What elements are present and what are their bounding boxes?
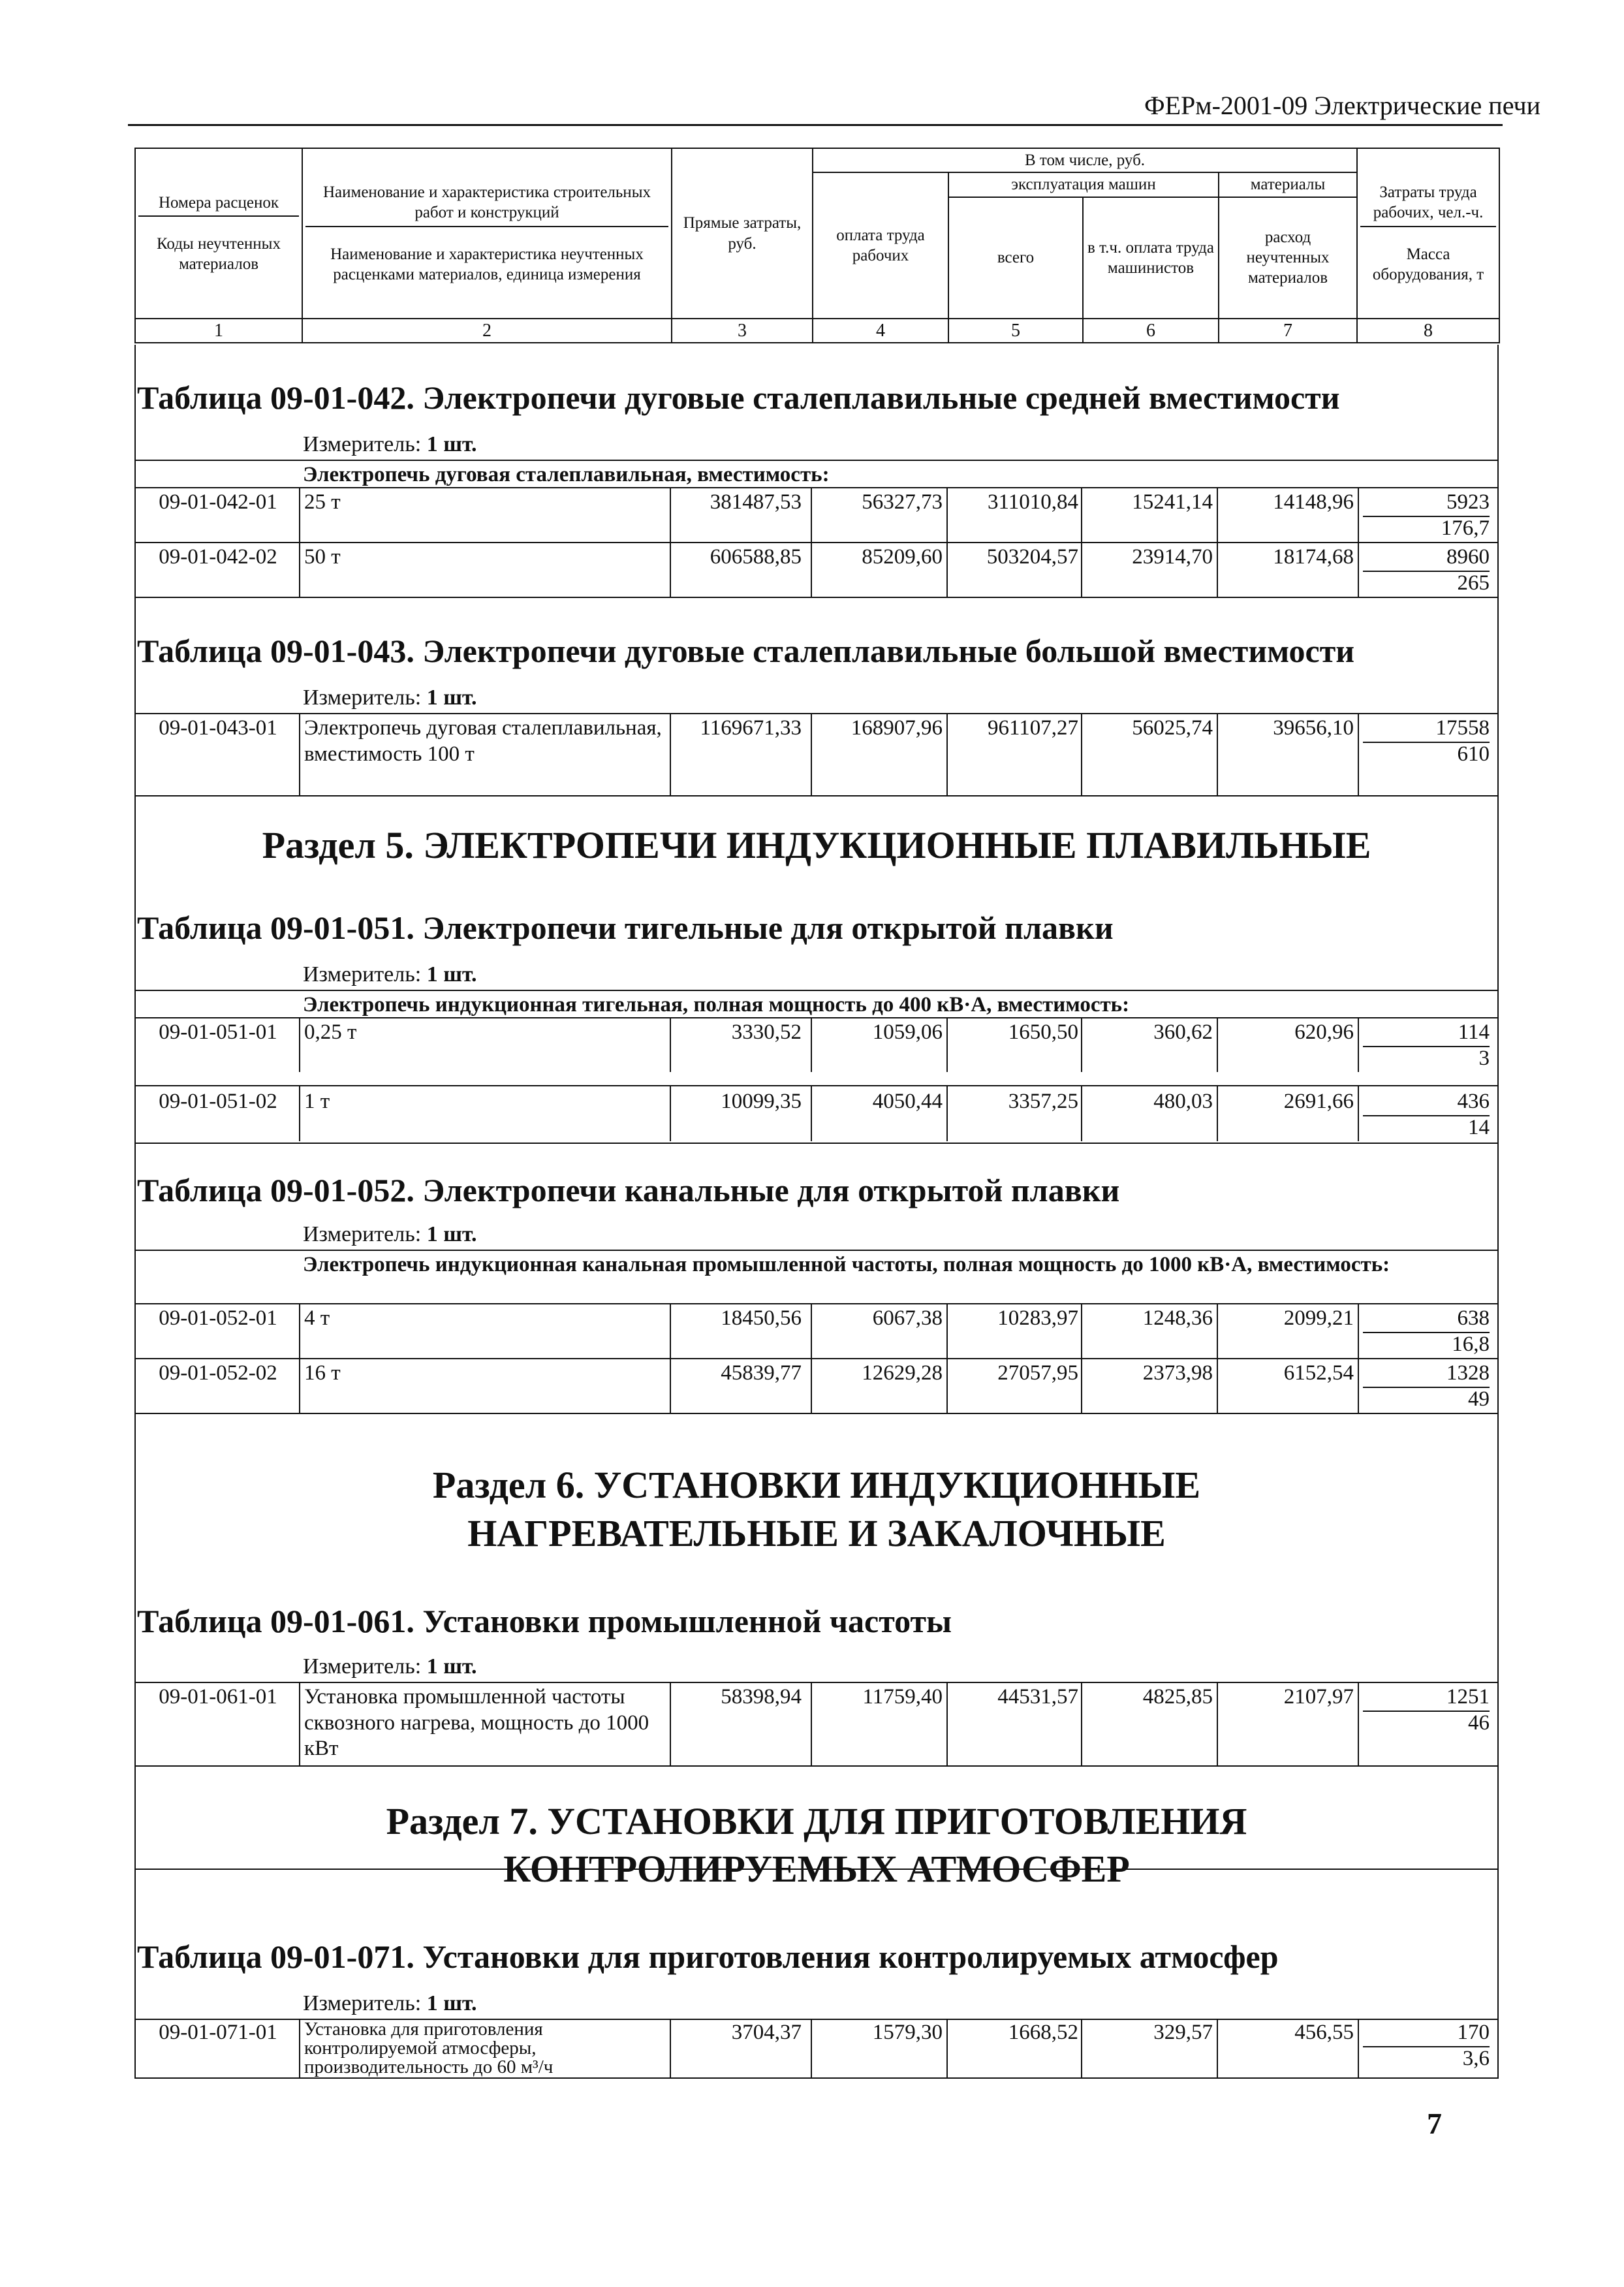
rate-code: 09-01-043-01 bbox=[159, 716, 277, 740]
machines-total: 961107,27 bbox=[987, 716, 1078, 740]
materials: 2107,97 bbox=[1283, 1685, 1354, 1709]
header-machines: эксплуатация машин bbox=[948, 172, 1219, 197]
equipment-mass: 3 bbox=[1478, 1047, 1490, 1070]
header-labor: Затраты труда рабочих, чел.-ч. bbox=[1360, 182, 1496, 227]
operator-pay: 480,03 bbox=[1153, 1090, 1213, 1113]
worker-pay: 6067,38 bbox=[872, 1306, 943, 1330]
col-number: 7 bbox=[1219, 319, 1357, 343]
rate-name: 50 т bbox=[304, 545, 341, 569]
rate-code: 09-01-052-01 bbox=[159, 1306, 277, 1330]
machines-total: 10283,97 bbox=[997, 1306, 1078, 1330]
operator-pay: 2373,98 bbox=[1142, 1361, 1213, 1385]
direct-costs: 10099,35 bbox=[721, 1090, 802, 1113]
table-body-bottom bbox=[134, 1870, 1499, 2079]
section-heading-7: Раздел 7. УСТАНОВКИ ДЛЯ ПРИГОТОВЛЕНИЯ КОНТРОЛИРУЕМЫХ АТМОСФЕР bbox=[386, 1800, 1247, 1890]
rate-name: 4 т bbox=[304, 1306, 330, 1330]
measure-071 bbox=[303, 1991, 477, 2016]
header-materials: материалы bbox=[1219, 172, 1357, 197]
header-operator-pay: в т.ч. оплата труда машинистов bbox=[1083, 197, 1219, 319]
header-codes-bottom: Коды неучтенных материалов bbox=[157, 234, 281, 274]
equipment-mass: 3,6 bbox=[1462, 2047, 1490, 2070]
measure-value: 1 шт. bbox=[426, 686, 477, 710]
header-name-top: Наименование и характеристика строительных работ и конструкций bbox=[305, 182, 668, 227]
materials: 2099,21 bbox=[1283, 1306, 1354, 1330]
machines-total: 1650,50 bbox=[1008, 1020, 1078, 1044]
direct-costs: 1169671,33 bbox=[700, 716, 802, 740]
materials: 620,96 bbox=[1294, 1020, 1354, 1044]
table-row bbox=[136, 713, 1497, 795]
machines-total: 1668,52 bbox=[1008, 2021, 1078, 2044]
direct-costs: 381487,53 bbox=[710, 490, 802, 514]
direct-costs: 45839,77 bbox=[721, 1361, 802, 1385]
table-title-042: Таблица 09-01-042. Электропечи дуговые сталеплавильные средней вместимости bbox=[137, 379, 1340, 416]
rate-name: 16 т bbox=[304, 1361, 341, 1385]
rate-name: Установка для приготовления контролируемой атмосферы, производительность до 60 м³/ч bbox=[304, 2019, 554, 2077]
measure-value: 1 шт. bbox=[426, 962, 477, 986]
col-number: 8 bbox=[1357, 319, 1499, 343]
col-number: 2 bbox=[302, 319, 672, 343]
running-title: ФЕРм-2001-09 Электрические печи bbox=[1144, 91, 1540, 120]
rule bbox=[136, 1250, 1497, 1251]
table-row bbox=[136, 1682, 1497, 1765]
direct-costs: 58398,94 bbox=[721, 1685, 802, 1709]
rule bbox=[136, 990, 1497, 991]
worker-pay: 4050,44 bbox=[872, 1090, 943, 1113]
table-title-043: Таблица 09-01-043. Электропечи дуговые сталеплавильные большой вместимости bbox=[137, 633, 1355, 669]
direct-costs: 18450,56 bbox=[721, 1306, 802, 1330]
operator-pay: 56025,74 bbox=[1132, 716, 1213, 740]
measure-label: Измеритель: bbox=[303, 1222, 422, 1246]
measure-label: Измеритель: bbox=[303, 432, 422, 456]
worker-pay: 11759,40 bbox=[862, 1685, 943, 1709]
labor-hours: 5923 bbox=[1363, 490, 1490, 517]
col-number: 1 bbox=[135, 319, 302, 343]
rule bbox=[136, 597, 1497, 598]
table-row bbox=[136, 487, 1497, 542]
rate-code: 09-01-052-02 bbox=[159, 1361, 277, 1385]
machines-total: 3357,25 bbox=[1008, 1090, 1078, 1113]
rate-code: 09-01-042-02 bbox=[159, 545, 277, 569]
measure-label: Измеритель: bbox=[303, 1654, 422, 1679]
direct-costs: 606588,85 bbox=[710, 545, 802, 569]
header-rule bbox=[128, 124, 1503, 126]
worker-pay: 1579,30 bbox=[872, 2021, 943, 2044]
measure-042 bbox=[303, 432, 477, 457]
table-row bbox=[136, 542, 1497, 597]
measure-043 bbox=[303, 686, 477, 710]
measure-061 bbox=[303, 1654, 477, 1679]
measure-value: 1 шт. bbox=[426, 1654, 477, 1679]
materials: 14148,96 bbox=[1273, 490, 1354, 514]
rule bbox=[136, 795, 1497, 797]
header-machines-total: всего bbox=[948, 197, 1083, 319]
header-unaccounted-materials: расход неучтенных материалов bbox=[1219, 197, 1357, 319]
labor-hours: 170 bbox=[1363, 2020, 1490, 2047]
materials: 456,55 bbox=[1294, 2021, 1354, 2044]
measure-label: Измеритель: bbox=[303, 1991, 422, 2015]
header-codes bbox=[135, 148, 302, 319]
rate-name: Электропечь дуговая сталеплавильная, вместимость 100 т bbox=[304, 716, 662, 766]
header-mass: Масса оборудования, т bbox=[1372, 245, 1484, 283]
labor-hours: 1328 bbox=[1363, 1361, 1490, 1388]
table-row bbox=[136, 1086, 1497, 1141]
header-codes-top: Номера расценок bbox=[138, 193, 299, 217]
table-title-071: Таблица 09-01-071. Установки для приготовления контролируемых атмосфер bbox=[137, 1938, 1279, 1975]
materials: 6152,54 bbox=[1283, 1361, 1354, 1385]
table-body-lower bbox=[134, 1086, 1499, 1890]
worker-pay: 1059,06 bbox=[872, 1020, 943, 1044]
column-header-table bbox=[134, 148, 1500, 343]
group-051: Электропечь индукционная тигельная, полная мощность до 400 кВ·А, вместимость: bbox=[303, 993, 1130, 1017]
rate-code: 09-01-051-02 bbox=[159, 1090, 277, 1113]
equipment-mass: 610 bbox=[1457, 742, 1490, 766]
col-number: 3 bbox=[672, 319, 813, 343]
direct-costs: 3704,37 bbox=[731, 2021, 802, 2044]
rule bbox=[136, 460, 1497, 461]
section-heading-5: Раздел 5. ЭЛЕКТРОПЕЧИ ИНДУКЦИОННЫЕ ПЛАВИЛЬНЫЕ bbox=[262, 824, 1371, 866]
header-labor-mass bbox=[1357, 148, 1499, 319]
table-title-051: Таблица 09-01-051. Электропечи тигельные для открытой плавки bbox=[137, 909, 1114, 946]
rule bbox=[136, 1143, 1497, 1144]
worker-pay: 56327,73 bbox=[862, 490, 943, 514]
measure-value: 1 шт. bbox=[426, 432, 477, 456]
rate-code: 09-01-051-01 bbox=[159, 1020, 277, 1044]
machines-total: 27057,95 bbox=[997, 1361, 1078, 1385]
table-row bbox=[136, 2019, 1497, 2077]
worker-pay: 85209,60 bbox=[862, 545, 943, 569]
equipment-mass: 46 bbox=[1468, 1711, 1490, 1735]
materials: 18174,68 bbox=[1273, 545, 1354, 569]
materials: 39656,10 bbox=[1273, 716, 1354, 740]
materials: 2691,66 bbox=[1283, 1090, 1354, 1113]
equipment-mass: 16,8 bbox=[1452, 1333, 1490, 1356]
rate-name: 25 т bbox=[304, 490, 341, 514]
equipment-mass: 49 bbox=[1468, 1387, 1490, 1411]
labor-hours: 436 bbox=[1363, 1089, 1490, 1116]
rule bbox=[136, 1413, 1497, 1414]
machines-total: 44531,57 bbox=[997, 1685, 1078, 1709]
operator-pay: 4825,85 bbox=[1142, 1685, 1213, 1709]
group-052: Электропечь индукционная канальная промышленной частоты, полная мощность до 1000 кВ·А, вместимость: bbox=[303, 1253, 1390, 1276]
equipment-mass: 14 bbox=[1468, 1116, 1490, 1139]
rate-name: 1 т bbox=[304, 1090, 330, 1113]
col-number: 6 bbox=[1083, 319, 1219, 343]
labor-hours: 1251 bbox=[1363, 1684, 1490, 1712]
worker-pay: 12629,28 bbox=[862, 1361, 943, 1385]
measure-value: 1 шт. bbox=[426, 1222, 477, 1246]
labor-hours: 17558 bbox=[1363, 716, 1490, 743]
header-group: В том числе, руб. bbox=[813, 148, 1357, 172]
col-number: 5 bbox=[948, 319, 1083, 343]
header-direct-costs: Прямые затраты, руб. bbox=[672, 148, 813, 319]
table-row bbox=[136, 1017, 1497, 1072]
rate-code: 09-01-061-01 bbox=[159, 1685, 277, 1709]
machines-total: 311010,84 bbox=[987, 490, 1078, 514]
rate-name: 0,25 т bbox=[304, 1020, 357, 1044]
rule bbox=[136, 1765, 1497, 1767]
header-name-bottom: Наименование и характеристика неучтенных расценками материалов, единица измерения bbox=[330, 245, 644, 283]
worker-pay: 168907,96 bbox=[851, 716, 943, 740]
section-heading-6: Раздел 6. УСТАНОВКИ ИНДУКЦИОННЫЕ НАГРЕВАТЕЛЬНЫЕ И ЗАКАЛОЧНЫЕ bbox=[432, 1464, 1201, 1555]
rate-code: 09-01-042-01 bbox=[159, 490, 277, 514]
table-row bbox=[136, 1303, 1497, 1358]
operator-pay: 23914,70 bbox=[1132, 545, 1213, 569]
header-name bbox=[302, 148, 672, 319]
machines-total: 503204,57 bbox=[986, 545, 1078, 569]
table-row bbox=[136, 1358, 1497, 1413]
header-worker-pay: оплата труда рабочих bbox=[813, 172, 948, 319]
table-title-052: Таблица 09-01-052. Электропечи канальные для открытой плавки bbox=[137, 1172, 1120, 1208]
measure-label: Измеритель: bbox=[303, 686, 422, 710]
table-body-upper bbox=[134, 345, 1499, 1086]
col-number: 4 bbox=[813, 319, 948, 343]
operator-pay: 1248,36 bbox=[1142, 1306, 1213, 1330]
measure-052 bbox=[303, 1222, 477, 1247]
group-042: Электропечь дуговая сталеплавильная, вместимость: bbox=[303, 463, 830, 486]
labor-hours: 638 bbox=[1363, 1306, 1490, 1333]
operator-pay: 329,57 bbox=[1153, 2021, 1213, 2044]
operator-pay: 360,62 bbox=[1153, 1020, 1213, 1044]
table-title-061: Таблица 09-01-061. Установки промышленной частоты bbox=[137, 1603, 952, 1639]
measure-value: 1 шт. bbox=[426, 1991, 477, 2015]
page-number: 7 bbox=[1427, 2107, 1442, 2140]
measure-label: Измеритель: bbox=[303, 962, 422, 986]
labor-hours: 8960 bbox=[1363, 544, 1490, 572]
direct-costs: 3330,52 bbox=[731, 1020, 802, 1044]
rate-name: Установка промышленной частоты сквозного нагрева, мощность до 1000 кВт bbox=[304, 1685, 649, 1761]
measure-051 bbox=[303, 962, 477, 987]
labor-hours: 114 bbox=[1363, 1020, 1490, 1047]
equipment-mass: 176,7 bbox=[1441, 516, 1490, 540]
rate-code: 09-01-071-01 bbox=[159, 2021, 277, 2044]
equipment-mass: 265 bbox=[1457, 571, 1490, 595]
operator-pay: 15241,14 bbox=[1132, 490, 1213, 514]
